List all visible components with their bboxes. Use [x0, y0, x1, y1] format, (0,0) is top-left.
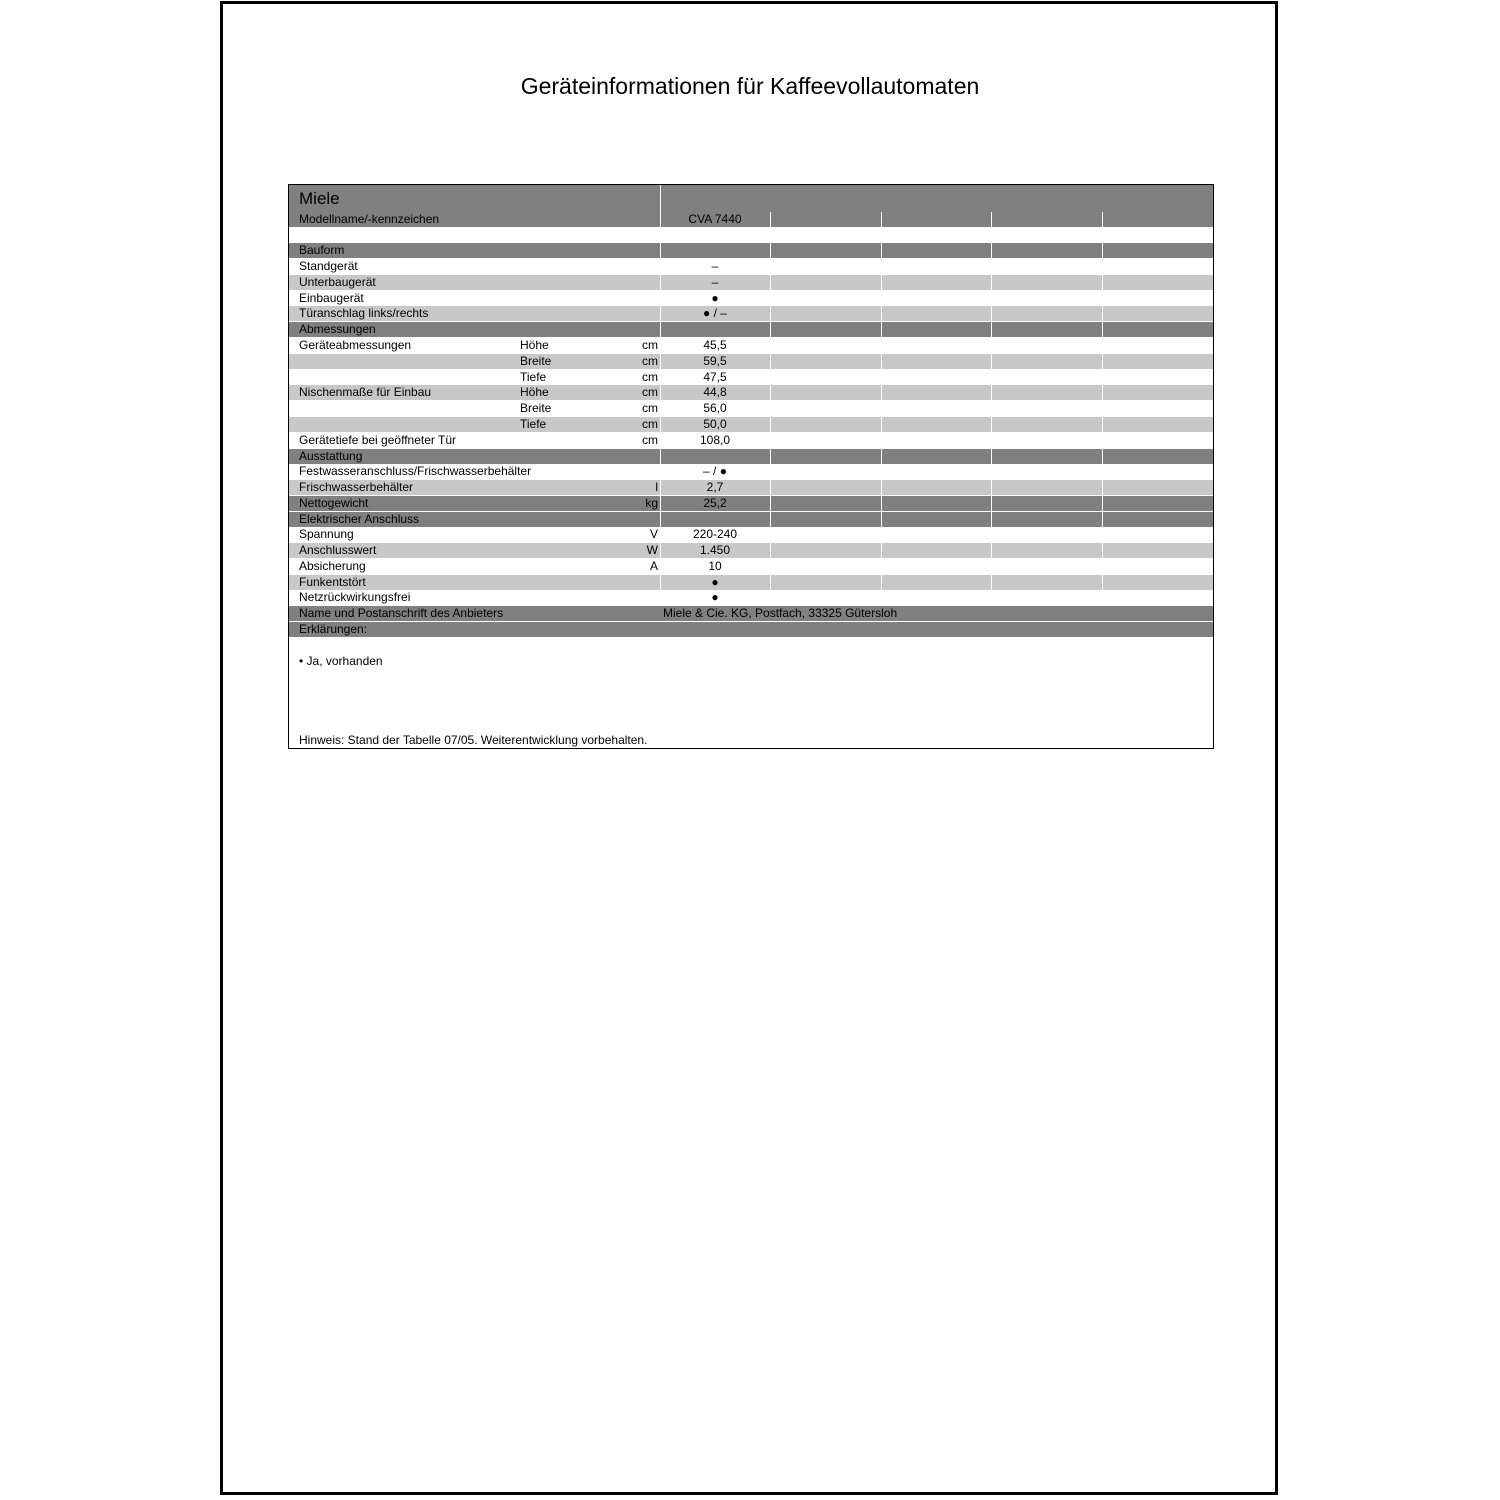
column-separator — [881, 590, 882, 605]
row-value: 220-240 — [692, 527, 738, 541]
row-label: Geräteabmessungen — [299, 338, 412, 352]
section-label: Ausstattung — [299, 449, 363, 463]
row-unit: A — [649, 559, 658, 573]
column-separator — [1102, 385, 1103, 400]
row-tueranschlag — [289, 306, 1213, 321]
column-separator — [991, 212, 992, 227]
row-value: ● — [711, 291, 719, 305]
column-separator — [881, 480, 882, 495]
row-value: 108,0 — [699, 433, 731, 447]
row-standgeraet — [289, 259, 1213, 274]
column-separator — [1102, 512, 1103, 527]
column-separator — [660, 354, 661, 369]
column-separator — [770, 322, 771, 337]
column-separator — [881, 496, 882, 511]
column-separator — [991, 306, 992, 321]
column-separator — [881, 322, 882, 337]
row-value: 2,7 — [706, 480, 724, 494]
column-separator — [770, 306, 771, 321]
row-unit: cm — [642, 370, 658, 384]
column-separator — [1102, 496, 1103, 511]
column-separator — [991, 464, 992, 479]
column-separator — [1102, 212, 1103, 227]
column-separator — [1102, 306, 1103, 321]
row-sublabel: Tiefe — [520, 417, 547, 431]
column-separator — [1102, 354, 1103, 369]
row-netzrueck — [289, 590, 1213, 605]
row-label: Netzrückwirkungsfrei — [299, 590, 411, 604]
column-separator — [881, 417, 882, 432]
column-separator — [991, 259, 992, 274]
column-separator — [991, 527, 992, 542]
column-separator — [991, 496, 992, 511]
row-unit: l — [655, 480, 658, 494]
column-separator — [660, 527, 661, 542]
row-label: Standgerät — [299, 259, 358, 273]
column-separator — [1102, 322, 1103, 337]
column-separator — [770, 354, 771, 369]
column-separator — [770, 512, 771, 527]
row-value: – / ● — [703, 464, 727, 478]
column-separator — [991, 449, 992, 464]
row-label: Anschlusswert — [299, 543, 377, 557]
column-separator — [991, 243, 992, 258]
row-label: Nettogewicht — [299, 496, 369, 510]
column-separator — [770, 496, 771, 511]
column-separator — [991, 291, 992, 306]
row-funkentstoert — [289, 575, 1213, 590]
column-separator — [1102, 559, 1103, 574]
column-separator — [770, 559, 771, 574]
row-sublabel: Höhe — [520, 338, 549, 352]
column-separator — [881, 354, 882, 369]
row-geraetetiefe — [289, 433, 1213, 448]
column-separator — [991, 354, 992, 369]
row-value: 44,8 — [703, 385, 727, 399]
row-dim-tiefe — [289, 370, 1213, 385]
column-separator — [770, 275, 771, 290]
row-festwasser — [289, 464, 1213, 479]
column-separator — [660, 449, 661, 464]
row-label: Türanschlag links/rechts — [299, 306, 429, 320]
column-separator — [881, 243, 882, 258]
column-separator — [881, 527, 882, 542]
column-separator — [770, 370, 771, 385]
column-separator — [1102, 575, 1103, 590]
row-value: 1.450 — [699, 543, 731, 557]
column-separator — [881, 275, 882, 290]
column-separator — [1102, 401, 1103, 416]
section-elektrik — [289, 512, 1213, 527]
column-separator — [991, 275, 992, 290]
row-einbaugeraet — [289, 291, 1213, 306]
column-separator — [991, 590, 992, 605]
section-abmessungen — [289, 322, 1213, 337]
row-dim-hoehe — [289, 338, 1213, 353]
row-value: 47,5 — [703, 370, 727, 384]
column-separator — [660, 385, 661, 400]
column-separator — [1102, 480, 1103, 495]
column-separator — [881, 370, 882, 385]
column-separator — [660, 401, 661, 416]
column-separator — [770, 338, 771, 353]
column-separator — [770, 417, 771, 432]
column-separator — [1102, 338, 1103, 353]
row-unit: V — [649, 527, 658, 541]
column-separator — [770, 433, 771, 448]
row-unit: cm — [642, 417, 658, 431]
row-unit: kg — [645, 496, 658, 510]
brand-header-row — [289, 185, 1213, 212]
column-separator — [660, 543, 661, 558]
column-separator — [660, 212, 661, 227]
model-value: CVA 7440 — [688, 212, 742, 226]
column-separator — [660, 291, 661, 306]
column-separator — [660, 575, 661, 590]
column-separator — [770, 401, 771, 416]
column-separator — [881, 259, 882, 274]
row-value: ● — [711, 575, 719, 589]
column-separator — [660, 306, 661, 321]
model-row — [289, 212, 1213, 227]
column-separator — [881, 575, 882, 590]
row-unterbaugeraet — [289, 275, 1213, 290]
column-separator — [1102, 590, 1103, 605]
column-separator — [991, 338, 992, 353]
row-label: Nischenmaße für Einbau — [299, 385, 432, 399]
column-separator — [770, 259, 771, 274]
row-value: 10 — [708, 559, 722, 573]
row-label: Gerätetiefe bei geöffneter Tür — [299, 433, 456, 447]
column-separator — [770, 575, 771, 590]
column-separator — [1102, 449, 1103, 464]
column-separator — [991, 370, 992, 385]
row-erklaerungen — [289, 622, 1213, 637]
row-value: – — [711, 275, 719, 289]
row-unit: cm — [642, 385, 658, 399]
column-separator — [881, 543, 882, 558]
column-separator — [991, 480, 992, 495]
column-separator — [660, 275, 661, 290]
column-separator — [770, 543, 771, 558]
section-bauform — [289, 243, 1213, 258]
row-label: Funkentstört — [299, 575, 366, 589]
column-separator — [881, 512, 882, 527]
row-value: 56,0 — [703, 401, 727, 415]
row-label: Erklärungen: — [299, 622, 368, 636]
column-separator — [881, 291, 882, 306]
column-separator — [991, 575, 992, 590]
column-separator — [881, 338, 882, 353]
column-separator — [770, 291, 771, 306]
row-absicherung — [289, 559, 1213, 574]
row-nis-hoehe — [289, 385, 1213, 400]
row-unit: cm — [642, 401, 658, 415]
column-separator — [991, 401, 992, 416]
column-separator — [1102, 370, 1103, 385]
column-separator — [881, 433, 882, 448]
row-sublabel: Höhe — [520, 385, 549, 399]
column-separator — [660, 322, 661, 337]
column-separator — [660, 259, 661, 274]
row-value: – — [711, 259, 719, 273]
column-separator — [1102, 527, 1103, 542]
column-separator — [660, 496, 661, 511]
row-anschlusswert — [289, 543, 1213, 558]
column-separator — [660, 512, 661, 527]
column-separator — [660, 559, 661, 574]
footnote: Hinweis: Stand der Tabelle 07/05. Weiterentwicklung vorbehalten. — [299, 733, 648, 747]
column-separator — [660, 480, 661, 495]
brand-name: Miele — [299, 189, 340, 208]
column-separator — [991, 417, 992, 432]
column-separator — [1102, 433, 1103, 448]
column-separator — [770, 385, 771, 400]
row-label: Einbaugerät — [299, 291, 364, 305]
section-label: Abmessungen — [299, 322, 376, 336]
row-unit: cm — [642, 433, 658, 447]
row-sublabel: Tiefe — [520, 370, 547, 384]
column-separator — [770, 590, 771, 605]
row-value: 50,0 — [703, 417, 727, 431]
column-separator — [770, 480, 771, 495]
column-separator — [660, 464, 661, 479]
column-separator — [660, 370, 661, 385]
page-title: Geräteinformationen für Kaffeevollautomaten — [520, 73, 980, 99]
section-label: Bauform — [299, 243, 345, 257]
legend-note: • Ja, vorhanden — [299, 654, 383, 668]
column-separator — [770, 464, 771, 479]
column-separator — [881, 212, 882, 227]
column-separator — [1102, 464, 1103, 479]
row-unit: cm — [642, 354, 658, 368]
row-nis-breite — [289, 401, 1213, 416]
column-separator — [1102, 259, 1103, 274]
model-label: Modellname/-kennzeichen — [299, 212, 440, 226]
section-ausstattung — [289, 449, 1213, 464]
column-separator — [1102, 543, 1103, 558]
column-separator — [770, 243, 771, 258]
column-separator — [660, 243, 661, 258]
spec-table — [288, 184, 1214, 749]
column-separator — [991, 433, 992, 448]
row-value: 59,5 — [703, 354, 727, 368]
row-value: ● / – — [703, 306, 727, 320]
row-value: 25,2 — [703, 496, 727, 510]
row-frischwasser — [289, 480, 1213, 495]
column-separator — [991, 322, 992, 337]
row-sublabel: Breite — [520, 401, 552, 415]
column-separator — [881, 464, 882, 479]
row-anbieter — [289, 606, 1213, 621]
column-separator — [660, 590, 661, 605]
column-separator — [660, 338, 661, 353]
column-separator — [1102, 291, 1103, 306]
row-unit: cm — [642, 338, 658, 352]
column-separator — [770, 527, 771, 542]
column-separator — [881, 385, 882, 400]
column-separator — [991, 559, 992, 574]
column-separator — [881, 401, 882, 416]
column-separator — [991, 385, 992, 400]
row-label: Unterbaugerät — [299, 275, 376, 289]
row-label: Spannung — [299, 527, 354, 541]
row-unit: W — [646, 543, 658, 557]
column-separator — [1102, 275, 1103, 290]
row-value: 45,5 — [703, 338, 727, 352]
column-separator — [881, 559, 882, 574]
row-nettogewicht — [289, 496, 1213, 511]
column-separator — [1102, 417, 1103, 432]
supplier-address: Miele & Cie. KG, Postfach, 33325 Gütersloh — [663, 606, 898, 620]
row-sublabel: Breite — [520, 354, 552, 368]
row-label: Absicherung — [299, 559, 366, 573]
column-separator — [1102, 243, 1103, 258]
column-separator — [770, 449, 771, 464]
section-label: Elektrischer Anschluss — [299, 512, 420, 526]
column-separator — [991, 543, 992, 558]
row-dim-breite — [289, 354, 1213, 369]
row-label: Festwasseranschluss/Frischwasserbehälter — [299, 464, 532, 478]
row-value: ● — [711, 590, 719, 604]
row-label: Frischwasserbehälter — [299, 480, 414, 494]
column-separator — [660, 433, 661, 448]
column-separator — [991, 512, 992, 527]
row-nis-tiefe — [289, 417, 1213, 432]
column-separator — [881, 449, 882, 464]
column-separator — [660, 417, 661, 432]
row-spannung — [289, 527, 1213, 542]
row-label: Name und Postanschrift des Anbieters — [299, 606, 504, 620]
column-separator — [881, 306, 882, 321]
column-separator — [770, 212, 771, 227]
